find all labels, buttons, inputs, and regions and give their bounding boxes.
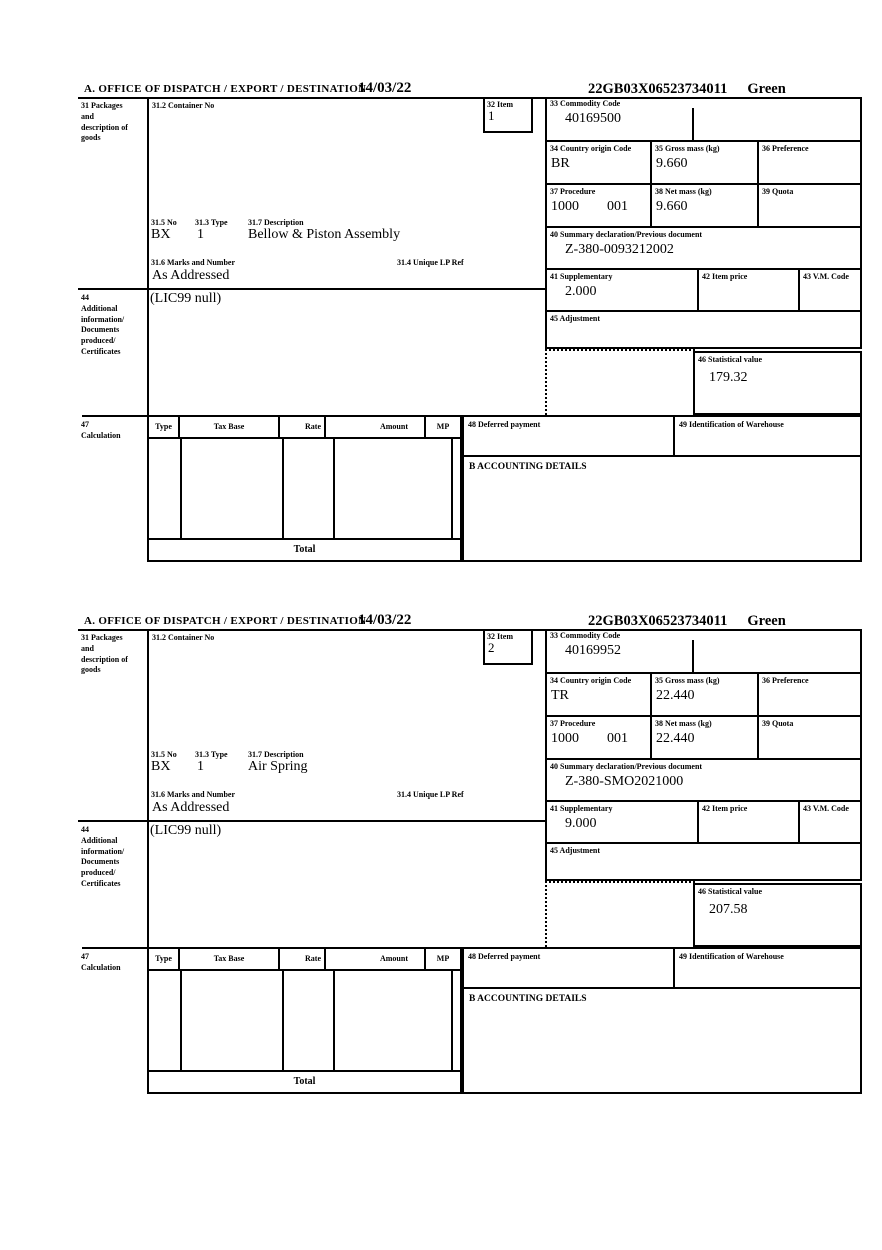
total-label: Total [293, 544, 316, 555]
supplementary-label: 41 Supplementary [550, 272, 613, 281]
declaration-item-block [78, 612, 862, 1098]
dispatch-date: 14/03/22 [358, 80, 412, 96]
commodity-code-label: 33 Commodity Code [550, 631, 621, 640]
adjustment-box [547, 844, 860, 881]
grid-line [78, 820, 547, 822]
deferred-payment-label: 48 Deferred payment [468, 420, 541, 429]
previous-document-value: Z-380-0093212002 [565, 242, 674, 257]
package-type-value: 1 [197, 227, 204, 242]
grid-line [147, 629, 149, 949]
calc-cell-type [149, 971, 182, 1070]
container-no-label: 31.2 Container No [152, 101, 215, 110]
quota-label: 39 Quota [762, 187, 794, 196]
calc-col-tax-base: Tax Base [180, 417, 280, 437]
country-origin-box [547, 674, 652, 715]
gross-mass-label: 35 Gross mass (kg) [655, 144, 720, 153]
package-type-label: 31.3 Type [195, 218, 228, 227]
supplementary-row [547, 270, 860, 312]
adjustment-box [547, 312, 860, 349]
quota-label: 39 Quota [762, 719, 794, 728]
gross-mass-value: 22.440 [656, 688, 695, 703]
container-no-label: 31.2 Container No [152, 633, 215, 642]
preference-label: 36 Preference [762, 676, 809, 685]
net-mass-label: 38 Net mass (kg) [655, 719, 712, 728]
item-price-box [699, 802, 800, 842]
item-box [483, 629, 533, 665]
dispatch-date: 14/03/22 [358, 612, 412, 628]
routing-indicator: Green [747, 613, 786, 629]
additional-info-value: (LIC99 null) [150, 291, 222, 306]
supplementary-box [547, 270, 699, 310]
procedure-code-value: 001 [607, 199, 628, 214]
mrn-line [588, 613, 786, 630]
statistical-value-label: 46 Statistical value [698, 887, 762, 896]
previous-document-box [547, 760, 860, 802]
commodity-code-label: 33 Commodity Code [550, 99, 621, 108]
calc-cell-amount [335, 971, 453, 1070]
item-label: 32 Item [487, 100, 513, 109]
item-number: 2 [488, 640, 495, 655]
item-price-label: 42 Item price [702, 804, 748, 813]
supplementary-row [547, 802, 860, 844]
office-of-dispatch-label: A. OFFICE OF DISPATCH / EXPORT / DESTINATION [84, 615, 367, 627]
vm-code-label: 43 V.M. Code [803, 804, 849, 813]
supplementary-box [547, 802, 699, 842]
accounting-details-box [462, 989, 862, 1094]
calc-col-rate: Rate [280, 949, 326, 969]
calc-cell-amount [335, 439, 453, 538]
packages-label: 31 Packages and description of goods [81, 633, 128, 675]
marks-value: As Addressed [152, 268, 230, 283]
dotted-line [545, 881, 547, 947]
package-type-value: 1 [197, 759, 204, 774]
supplementary-label: 41 Supplementary [550, 804, 613, 813]
calc-cell-mp [453, 439, 460, 538]
mrn-number: 22GB03X06523734011 [588, 81, 728, 97]
dotted-line [545, 349, 547, 415]
gross-mass-box [652, 142, 759, 183]
commodity-code-divider [692, 640, 694, 672]
procedure-mass-row [547, 717, 860, 760]
country-origin-box [547, 142, 652, 183]
package-type-label: 31.3 Type [195, 750, 228, 759]
commodity-code-value: 40169952 [565, 643, 621, 658]
duty-boxes [545, 97, 862, 349]
mrn-line [588, 81, 786, 98]
calculation-table [147, 949, 462, 1094]
additional-info-label: 44 Additional information/ Documents produced/ Certificates [81, 825, 125, 888]
calc-col-mp: MP [436, 422, 450, 431]
supplementary-value: 2.000 [565, 284, 597, 299]
procedure-values [547, 196, 650, 214]
package-no-value: BX [151, 227, 171, 242]
total-label: Total [293, 1076, 316, 1087]
calculation-label: 47 Calculation [81, 952, 121, 972]
declaration-item-block [78, 80, 862, 566]
procedure-label: 37 Procedure [550, 187, 596, 196]
description-value: Air Spring [248, 759, 308, 774]
accounting-details-label: B ACCOUNTING DETAILS [469, 462, 587, 472]
country-origin-value: TR [551, 688, 569, 703]
description-label: 31.7 Description [248, 218, 304, 227]
calculation-label: 47 Calculation [81, 420, 121, 440]
deferred-payment-box [462, 417, 673, 457]
calc-col-amount: Amount [326, 417, 426, 437]
supplementary-value: 9.000 [565, 816, 597, 831]
procedure-code-value: 001 [607, 731, 628, 746]
net-mass-value: 9.660 [656, 199, 688, 214]
grid-line [78, 288, 547, 290]
commodity-code-box [547, 97, 860, 142]
commodity-code-box [547, 629, 860, 674]
calc-cell-rate [284, 971, 335, 1070]
procedure-values [547, 728, 650, 746]
vm-code-box [800, 802, 860, 842]
quota-box [759, 185, 860, 226]
marks-label: 31.6 Marks and Number [151, 258, 236, 267]
additional-info-label: 44 Additional information/ Documents produced/ Certificates [81, 293, 125, 356]
preference-box [759, 142, 860, 183]
warehouse-id-label: 49 Identification of Warehouse [679, 420, 784, 429]
calc-cell-tax-base [182, 439, 284, 538]
calc-cell-tax-base [182, 971, 284, 1070]
net-mass-label: 38 Net mass (kg) [655, 187, 712, 196]
calculation-body-row [149, 439, 460, 540]
procedure-value: 1000 [551, 199, 579, 214]
unique-lp-ref-label: 31.4 Unique LP Ref [397, 258, 464, 267]
preference-label: 36 Preference [762, 144, 809, 153]
routing-indicator: Green [747, 81, 786, 97]
warehouse-id-label: 49 Identification of Warehouse [679, 952, 784, 961]
procedure-box [547, 185, 652, 226]
description-value: Bellow & Piston Assembly [248, 227, 401, 242]
commodity-code-value: 40169500 [565, 111, 621, 126]
country-origin-value: BR [551, 156, 570, 171]
statistical-value: 207.58 [709, 902, 748, 917]
deferred-payment-label: 48 Deferred payment [468, 952, 541, 961]
deferred-payment-box [462, 949, 673, 989]
procedure-mass-row [547, 185, 860, 228]
country-origin-label: 34 Country origin Code [550, 144, 632, 153]
calc-col-amount: Amount [326, 949, 426, 969]
dotted-line [545, 349, 695, 351]
package-no-value: BX [151, 759, 171, 774]
marks-value: As Addressed [152, 800, 230, 815]
vm-code-box [800, 270, 860, 310]
warehouse-id-box [673, 949, 862, 989]
previous-document-box [547, 228, 860, 270]
office-of-dispatch-label: A. OFFICE OF DISPATCH / EXPORT / DESTINATION [84, 83, 367, 95]
preference-box [759, 674, 860, 715]
duty-boxes [545, 629, 862, 881]
item-price-label: 42 Item price [702, 272, 748, 281]
calc-col-mp: MP [436, 954, 450, 963]
vm-code-label: 43 V.M. Code [803, 272, 849, 281]
grid-line [147, 97, 149, 417]
country-origin-label: 34 Country origin Code [550, 676, 632, 685]
packages-label: 31 Packages and description of goods [81, 101, 128, 143]
package-no-label: 31.5 No [151, 218, 177, 227]
calculation-table [147, 417, 462, 562]
additional-info-value: (LIC99 null) [150, 823, 222, 838]
calc-col-rate: Rate [280, 417, 326, 437]
calc-col-type: Type [149, 949, 180, 969]
quota-box [759, 717, 860, 758]
gross-mass-value: 9.660 [656, 156, 688, 171]
origin-mass-row [547, 142, 860, 185]
net-mass-value: 22.440 [656, 731, 695, 746]
procedure-label: 37 Procedure [550, 719, 596, 728]
net-mass-box [652, 185, 759, 226]
calc-cell-mp [453, 971, 460, 1070]
previous-document-label: 40 Summary declaration/Previous document [550, 762, 703, 771]
calculation-header-row [149, 417, 460, 439]
calculation-body-row [149, 971, 460, 1072]
origin-mass-row [547, 674, 860, 717]
gross-mass-box [652, 674, 759, 715]
marks-label: 31.6 Marks and Number [151, 790, 236, 799]
gross-mass-label: 35 Gross mass (kg) [655, 676, 720, 685]
calculation-header-row [149, 949, 460, 971]
item-label: 32 Item [487, 632, 513, 641]
warehouse-id-box [673, 417, 862, 457]
item-price-box [699, 270, 800, 310]
unique-lp-ref-label: 31.4 Unique LP Ref [397, 790, 464, 799]
accounting-details-box [462, 457, 862, 562]
item-box [483, 97, 533, 133]
previous-document-label: 40 Summary declaration/Previous document [550, 230, 703, 239]
commodity-code-divider [692, 108, 694, 140]
calc-col-tax-base: Tax Base [180, 949, 280, 969]
net-mass-box [652, 717, 759, 758]
procedure-box [547, 717, 652, 758]
statistical-value-box [693, 351, 862, 415]
dotted-line [545, 881, 695, 883]
calc-cell-type [149, 439, 182, 538]
calc-col-type: Type [149, 417, 180, 437]
description-label: 31.7 Description [248, 750, 304, 759]
procedure-value: 1000 [551, 731, 579, 746]
accounting-details-label: B ACCOUNTING DETAILS [469, 994, 587, 1004]
adjustment-label: 45 Adjustment [550, 314, 601, 323]
mrn-number: 22GB03X06523734011 [588, 613, 728, 629]
package-no-label: 31.5 No [151, 750, 177, 759]
calc-cell-rate [284, 439, 335, 538]
statistical-value-box [693, 883, 862, 947]
statistical-value-label: 46 Statistical value [698, 355, 762, 364]
item-number: 1 [488, 108, 495, 123]
adjustment-label: 45 Adjustment [550, 846, 601, 855]
statistical-value: 179.32 [709, 370, 748, 385]
previous-document-value: Z-380-SMO2021000 [565, 774, 684, 789]
